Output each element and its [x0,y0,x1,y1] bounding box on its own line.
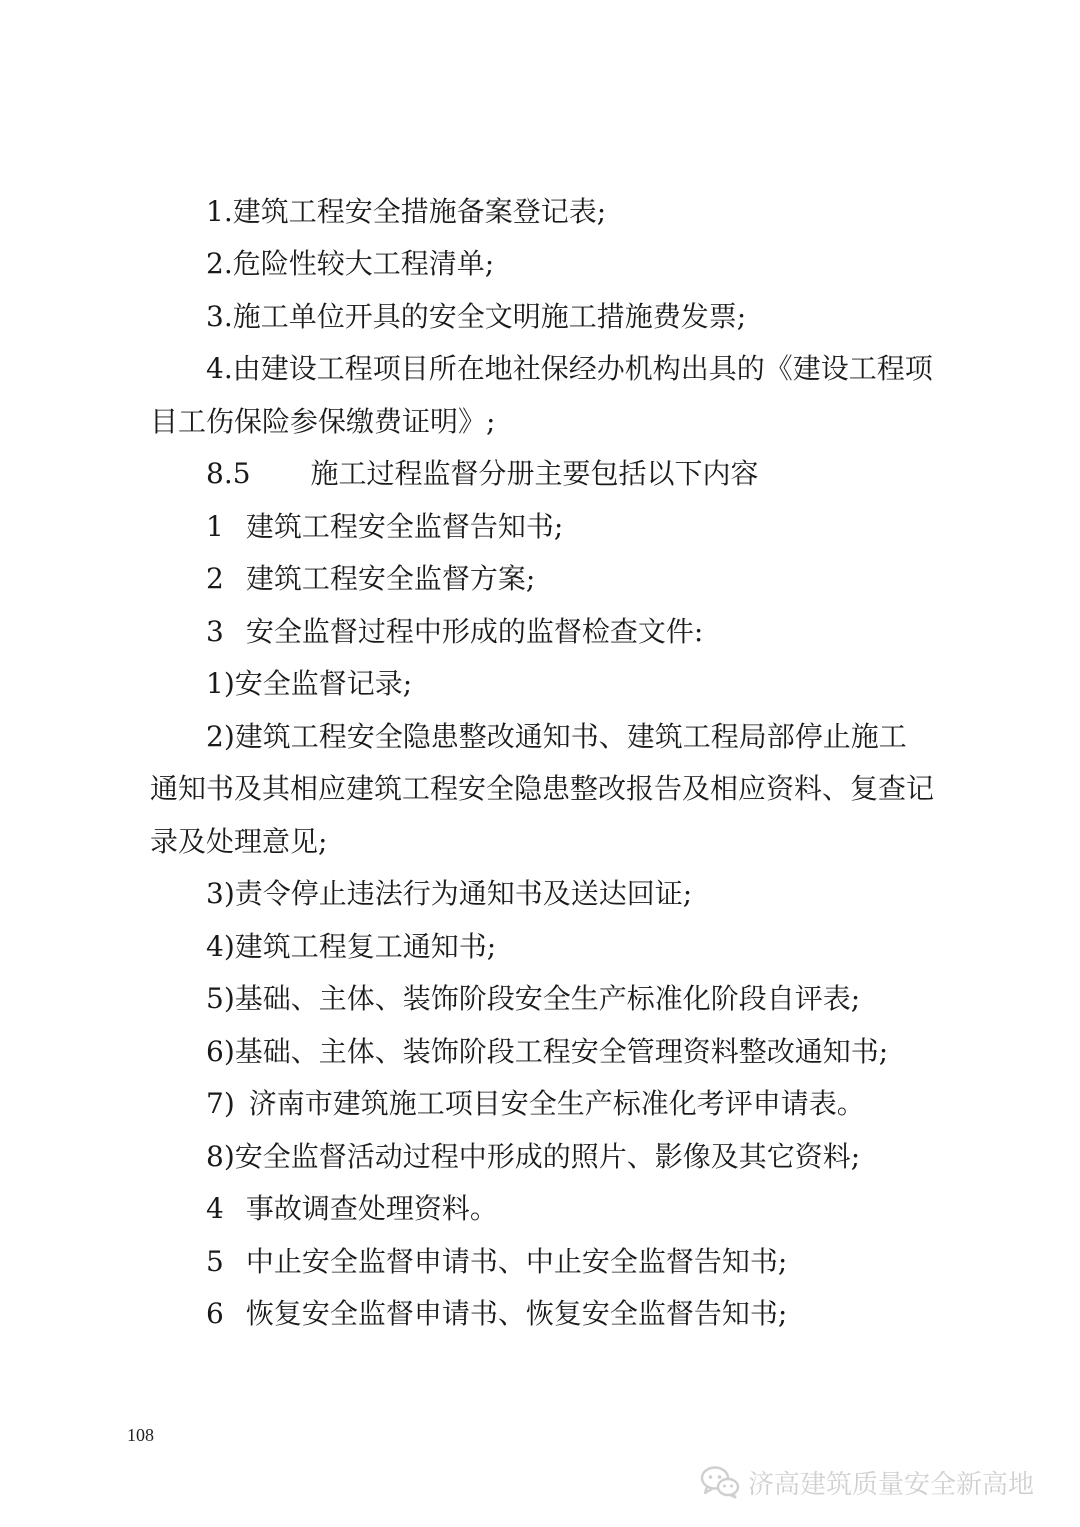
text-line: 1)安全监督记录; [206,667,413,700]
watermark-text: 济高建筑质量安全新高地 [748,1469,1035,1500]
text-line: 2.危险性较大工程清单; [206,247,495,280]
text-line: 录及处理意见; [150,825,328,858]
text-line: 4)建筑工程复工通知书; [206,930,497,963]
page-number: 108 [127,1425,154,1445]
list-item: 2 建筑工程安全监督方案; [206,562,536,595]
section-number: 8.5 [206,457,251,490]
text-line: 2)建筑工程安全隐患整改通知书、建筑工程局部停止施工 [206,720,907,753]
watermark [700,1460,1034,1504]
list-item: 6 恢复安全监督申请书、恢复安全监督告知书; [206,1297,788,1330]
text-line: 4.由建设工程项目所在地社保经办机构出具的《建设工程项 [206,352,933,385]
text-line: 目工伤保险参保缴费证明》; [150,405,496,438]
list-item: 5 中止安全监督申请书、中止安全监督告知书; [206,1245,788,1278]
section-heading [206,456,1080,492]
list-item: 4 事故调查处理资料。 [206,1192,498,1225]
text-line: 6)基础、主体、装饰阶段工程安全管理资料整改通知书; [206,1035,889,1068]
section-title: 施工过程监督分册主要包括以下内容 [310,457,759,490]
text-line: 3.施工单位开具的安全文明施工措施费发票; [206,300,747,333]
text-line: 3)责令停止违法行为通知书及送达回证; [206,877,693,910]
text-line: 通知书及其相应建筑工程安全隐患整改报告及相应资料、复查记 [150,772,935,805]
list-item: 1 建筑工程安全监督告知书; [206,510,564,543]
text-line: 5)基础、主体、装饰阶段安全生产标准化阶段自评表; [206,982,861,1015]
text-line: 8)安全监督活动过程中形成的照片、影像及其它资料; [206,1140,861,1173]
list-item: 7) 济南市建筑施工项目安全生产标准化考评申请表。 [206,1087,865,1120]
text-line: 1.建筑工程安全措施备案登记表; [206,195,607,228]
list-item: 3 安全监督过程中形成的监督检查文件: [206,615,704,648]
wechat-icon [700,1465,740,1499]
